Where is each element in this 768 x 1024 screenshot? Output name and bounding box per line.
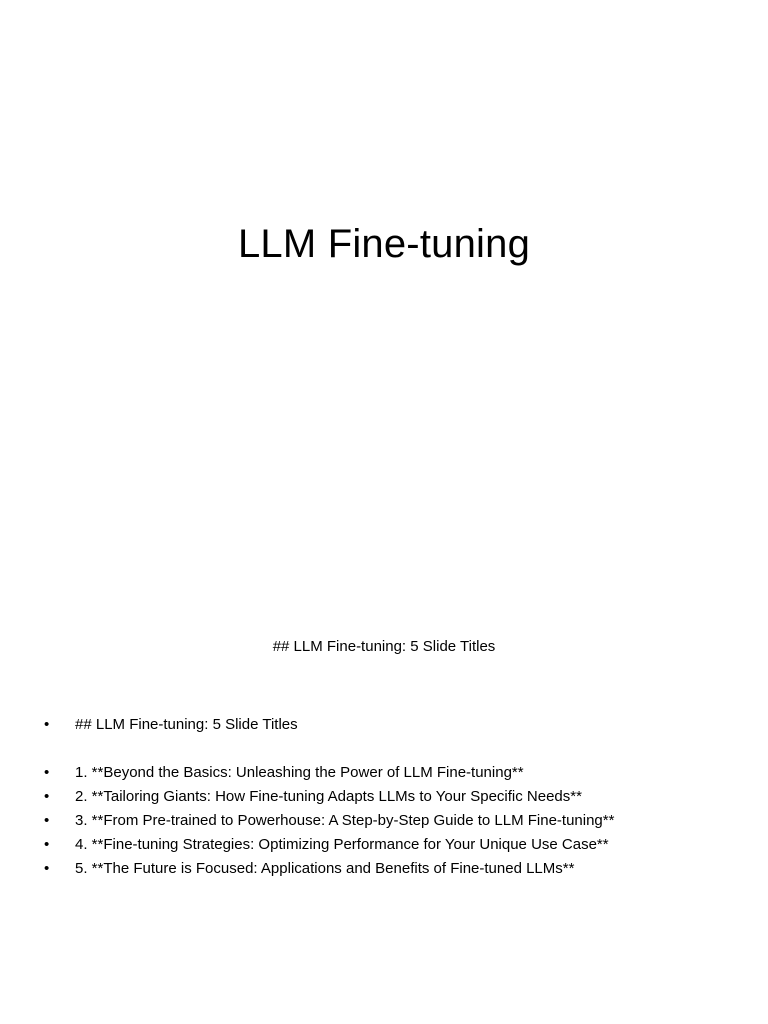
list-item (44, 809, 744, 833)
bullet-marker: • (44, 716, 50, 733)
slide-subtitle: ## LLM Fine-tuning: 5 Slide Titles (272, 638, 496, 655)
bullet-marker: • (44, 812, 50, 829)
list-item-text: 4. **Fine-tuning Strategies: Optimizing Performance for Your Unique Use Case** (75, 836, 609, 853)
bullet-marker: • (44, 788, 50, 805)
bullet-marker: • (44, 836, 50, 853)
slide-title: LLM Fine-tuning (237, 222, 531, 266)
list-item (44, 857, 744, 881)
list-item-text: 3. **From Pre-trained to Powerhouse: A Step-by-Step Guide to LLM Fine-tuning** (75, 812, 615, 829)
bullet-list (44, 713, 744, 881)
list-item-text: 5. **The Future is Focused: Applications and Benefits of Fine-tuned LLMs** (75, 860, 575, 877)
list-item (44, 785, 744, 809)
list-item (44, 833, 744, 857)
bullet-marker: • (44, 764, 50, 781)
list-item (44, 761, 744, 785)
list-item-text: 2. **Tailoring Giants: How Fine-tuning Adapts LLMs to Your Specific Needs** (75, 788, 582, 805)
list-item (44, 713, 744, 737)
list-item-text: 1. **Beyond the Basics: Unleashing the Power of LLM Fine-tuning** (75, 764, 524, 781)
bullet-marker: • (44, 860, 50, 877)
list-item-text: ## LLM Fine-tuning: 5 Slide Titles (75, 716, 298, 733)
